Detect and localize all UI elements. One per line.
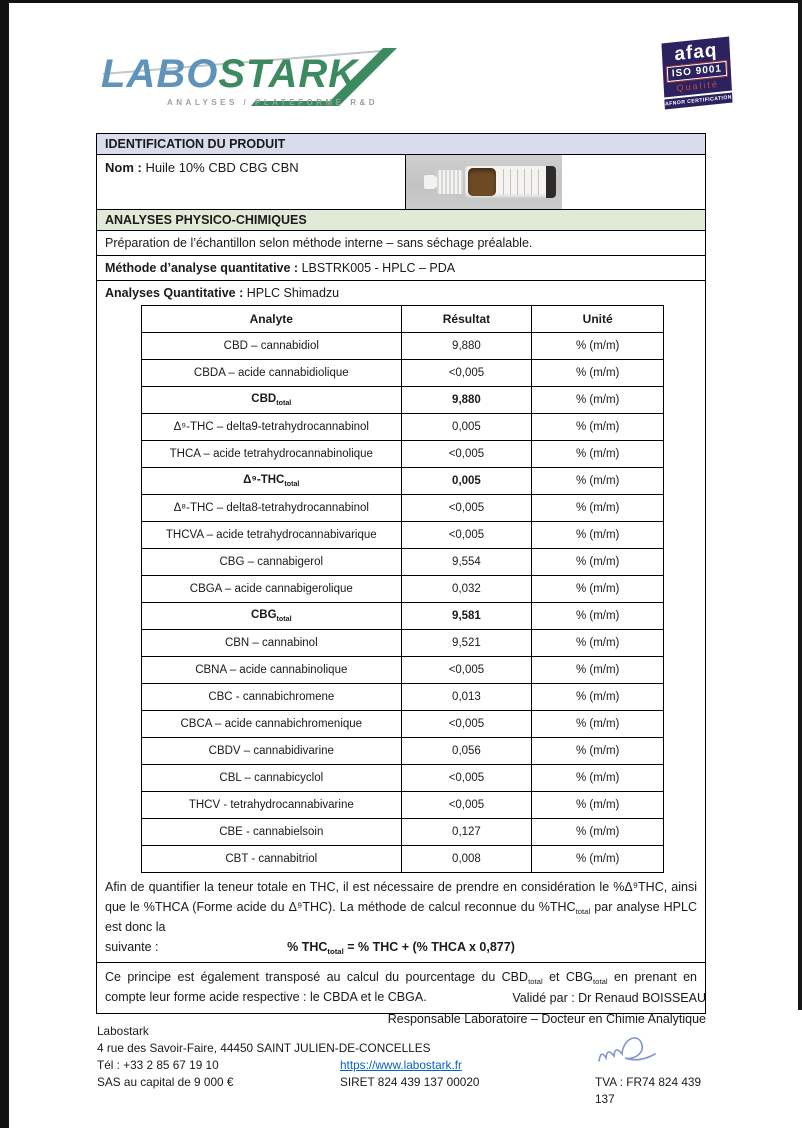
table-row <box>142 792 664 819</box>
formula-part-a: % THC <box>287 939 328 954</box>
resultat-cell: <0,005 <box>401 522 532 549</box>
table-row <box>142 603 664 630</box>
col-header-resultat: Résultat <box>401 306 532 333</box>
cbd-note-seg1: Ce principe est également transposé au calcul du pourcentage du CBD <box>105 969 529 984</box>
identification-section-header: IDENTIFICATION DU PRODUIT <box>97 134 705 155</box>
bottle-label <box>503 169 541 195</box>
analyte-cell: $\Delta^9-THC_{total}$ <box>142 468 402 495</box>
analyte-cell: CBDV – cannabidivarine <box>142 738 402 765</box>
footer-tel: Tél : +33 2 85 67 19 10 <box>97 1058 219 1073</box>
analyte-cell: CBGA – acide cannabigerolique <box>142 576 402 603</box>
logo-wordmark <box>101 54 358 94</box>
unite-cell: % (m/m) <box>532 441 664 468</box>
bottle-end-band <box>546 166 556 198</box>
thc-note-seg2: par analyse HPLC est donc la <box>105 899 697 934</box>
unite-cell: % (m/m) <box>532 333 664 360</box>
unite-cell: % (m/m) <box>532 468 664 495</box>
unite-cell: % (m/m) <box>532 765 664 792</box>
analyte-cell: THCA – acide tetrahydrocannabinolique <box>142 441 402 468</box>
validated-by: Validé par : Dr Renaud BOISSEAU <box>512 991 706 1005</box>
scan-edge-left <box>0 0 9 1128</box>
analyte-cell: THCVA – acide tetrahydrocannabivarique <box>142 522 402 549</box>
analyte-cell: CBD – cannabidiol <box>142 333 402 360</box>
resultat-cell: 9,581 <box>401 603 532 630</box>
methode-value: LBSTRK005 - HPLC – PDA <box>301 261 456 275</box>
afaq-iso9001-badge <box>661 36 732 109</box>
table-row <box>142 414 664 441</box>
scan-edge-right <box>798 0 802 1010</box>
unite-cell: % (m/m) <box>532 630 664 657</box>
table-row <box>142 738 664 765</box>
resultat-cell: 0,127 <box>401 819 532 846</box>
thc-note-seg1: Afin de quantifier la teneur totale en THC, il est nécessaire de prendre en considération le %Δ⁹THC, ainsi que le %THCA (Forme acide du Δ⁹THC). La méthode de calcul reconnue du %THC <box>105 880 697 914</box>
product-name-cell <box>97 155 406 209</box>
resultat-cell: <0,005 <box>401 765 532 792</box>
table-row <box>142 495 664 522</box>
analyte-cell: CBDA – acide cannabidiolique <box>142 360 402 387</box>
unite-cell: % (m/m) <box>532 819 664 846</box>
resultat-cell: 0,056 <box>401 738 532 765</box>
analyte-cell: Δ⁸-THC – delta8-tetrahydrocannabinol <box>142 495 402 522</box>
unite-cell: % (m/m) <box>532 684 664 711</box>
formula-lead: suivante : <box>105 939 159 954</box>
afaq-logo-text: afaq <box>673 39 718 66</box>
thc-total-formula <box>97 940 705 956</box>
analyte-cell: CBN – cannabinol <box>142 630 402 657</box>
quantitative-label: Analyses Quantitative : <box>105 286 244 300</box>
footer-address: 4 rue des Savoir-Faire, 44450 SAINT JULIEN-DE-CONCELLES <box>97 1041 431 1056</box>
afaq-badge-main <box>661 36 731 97</box>
unite-cell: % (m/m) <box>532 495 664 522</box>
table-row <box>142 360 664 387</box>
labostark-logo <box>95 46 405 118</box>
product-photo-cell <box>406 155 705 209</box>
analyte-cell: CBCA – acide cannabichromenique <box>142 711 402 738</box>
unite-cell: % (m/m) <box>532 576 664 603</box>
unite-cell: % (m/m) <box>532 387 664 414</box>
product-photo <box>406 155 562 209</box>
analyte-table-wrap <box>97 305 705 873</box>
bottle-cap <box>437 170 463 194</box>
table-row <box>142 576 664 603</box>
formula-line <box>97 940 705 962</box>
table-row <box>142 387 664 414</box>
resultat-cell: 0,013 <box>401 684 532 711</box>
table-row <box>142 765 664 792</box>
methode-label: Méthode d’analyse quantitative : <box>105 261 299 275</box>
unite-cell: % (m/m) <box>532 414 664 441</box>
analyte-cell: $CBD_{total}$ <box>142 387 402 414</box>
table-row <box>142 711 664 738</box>
resultat-cell: <0,005 <box>401 792 532 819</box>
footer-sas: SAS au capital de 9 000 € <box>97 1075 234 1090</box>
col-header-analyte: Analyte <box>142 306 402 333</box>
resultat-cell: <0,005 <box>401 441 532 468</box>
table-header-row <box>142 306 664 333</box>
analyte-cell: CBG – cannabigerol <box>142 549 402 576</box>
analyte-cell: CBL – cannabicyclol <box>142 765 402 792</box>
analyte-cell: CBNA – acide cannabinolique <box>142 657 402 684</box>
formula-sub: total <box>327 946 344 956</box>
validator-title: Responsable Laboratoire – Docteur en Chimie Analytique <box>387 1012 706 1027</box>
thc-note-paragraph <box>97 873 705 940</box>
footer <box>97 1023 707 1108</box>
unite-cell: % (m/m) <box>532 846 664 873</box>
analyses-quantitative-row <box>97 281 705 305</box>
resultat-cell: 0,005 <box>401 468 532 495</box>
afnor-certification-label: AFNOR CERTIFICATION <box>664 92 732 109</box>
resultat-cell: 9,880 <box>401 333 532 360</box>
unite-cell: % (m/m) <box>532 738 664 765</box>
bottle-body <box>465 166 556 198</box>
analyte-table <box>141 305 664 873</box>
unite-cell: % (m/m) <box>532 792 664 819</box>
analyte-table-body <box>142 333 664 873</box>
qualite-label: Qualité <box>676 78 720 94</box>
quantitative-value: HPLC Shimadzu <box>246 286 340 300</box>
formula-part-b: = % THC + (% THCA x 0,877) <box>343 939 515 954</box>
cbd-note-sub2: total <box>593 976 608 986</box>
logo-labo-text: LABO <box>101 52 219 96</box>
analyte-cell: $CBG_{total}$ <box>142 603 402 630</box>
cbd-note-seg2: et CBG <box>542 969 593 984</box>
analyte-cell: CBC - cannabichromene <box>142 684 402 711</box>
footer-tva: TVA : FR74 824 439 137 <box>595 1075 702 1107</box>
scan-edge-top <box>0 0 802 3</box>
logo-subtitle: ANALYSES / PLATEFORME R&D <box>167 98 379 107</box>
table-row <box>142 819 664 846</box>
footer-siret: SIRET 824 439 137 00020 <box>340 1075 480 1090</box>
table-row <box>142 630 664 657</box>
table-row <box>142 846 664 873</box>
iso-9001-label: ISO 9001 <box>667 61 727 82</box>
unite-cell: % (m/m) <box>532 711 664 738</box>
bottle-amber-window <box>468 168 496 196</box>
resultat-cell: <0,005 <box>401 495 532 522</box>
resultat-cell: 0,032 <box>401 576 532 603</box>
unite-cell: % (m/m) <box>532 522 664 549</box>
nom-value: Huile 10% CBD CBG CBN <box>145 160 299 175</box>
cbd-note-sub1: total <box>528 976 543 986</box>
resultat-cell: 9,521 <box>401 630 532 657</box>
product-name-row <box>97 155 705 209</box>
methode-row <box>97 256 705 281</box>
analyte-cell: CBE - cannabielsoin <box>142 819 402 846</box>
analyte-cell: CBT - cannabitriol <box>142 846 402 873</box>
resultat-cell: 9,880 <box>401 387 532 414</box>
document-body <box>96 133 706 1014</box>
dropper-tip <box>424 175 438 189</box>
analyte-cell: THCV - tetrahydrocannabivarine <box>142 792 402 819</box>
footer-website-link[interactable]: https://www.labostark.fr <box>340 1058 462 1073</box>
resultat-cell: 9,554 <box>401 549 532 576</box>
unite-cell: % (m/m) <box>532 549 664 576</box>
resultat-cell: 0,005 <box>401 414 532 441</box>
table-row <box>142 657 664 684</box>
resultat-cell: <0,005 <box>401 657 532 684</box>
cbd-note-seg3: en prenant en compte leur forme acide respective : le CBDA et le CBGA. <box>105 969 697 1004</box>
logo-stark-text: STARK <box>218 52 359 96</box>
col-header-unite: Unité <box>532 306 664 333</box>
signature <box>595 1027 665 1073</box>
unite-cell: % (m/m) <box>532 603 664 630</box>
footer-company: Labostark <box>97 1024 149 1038</box>
resultat-cell: <0,005 <box>401 360 532 387</box>
table-row <box>142 333 664 360</box>
thc-note-sub: total <box>575 906 591 916</box>
analyses-section-header: ANALYSES PHYSICO-CHIMIQUES <box>97 209 705 231</box>
table-row <box>142 468 664 495</box>
unite-cell: % (m/m) <box>532 657 664 684</box>
table-row <box>142 549 664 576</box>
table-row <box>142 522 664 549</box>
analyte-cell: Δ⁹-THC – delta9-tetrahydrocannabinol <box>142 414 402 441</box>
unite-cell: % (m/m) <box>532 360 664 387</box>
bottle-image <box>424 166 556 198</box>
resultat-cell: 0,008 <box>401 846 532 873</box>
preparation-row: Préparation de l’échantillon selon méthode interne – sans séchage préalable. <box>97 231 705 256</box>
resultat-cell: <0,005 <box>401 711 532 738</box>
nom-label: Nom : <box>105 160 142 175</box>
table-row <box>142 441 664 468</box>
table-row <box>142 684 664 711</box>
